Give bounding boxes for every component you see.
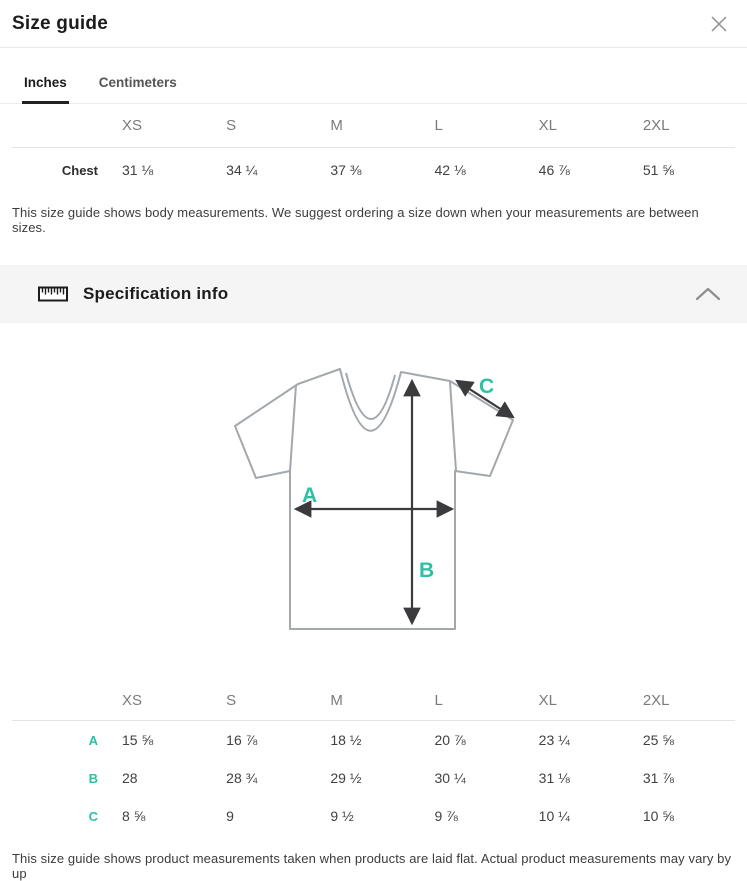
cell-value: 25 ⅝	[642, 732, 674, 748]
tshirt-illustration	[208, 351, 540, 651]
product-measurements-note: This size guide shows product measurements taken when products are laid flat. Actual product measurements may vary by up	[12, 851, 732, 881]
row-label-chest: Chest	[61, 162, 98, 178]
column-header: M	[330, 691, 343, 709]
ruler-icon	[38, 286, 68, 302]
column-header: M	[330, 117, 343, 134]
specification-info-header[interactable]	[0, 265, 747, 323]
modal-header	[0, 0, 747, 48]
diagram-label-b: B	[418, 558, 434, 582]
row-label-a: A	[88, 732, 98, 748]
close-icon	[709, 14, 729, 34]
cell-value: 29 ½	[330, 770, 362, 786]
diagram-label-c: C	[478, 374, 494, 398]
cell-value: 10 ¼	[538, 808, 570, 824]
column-header: XL	[538, 117, 558, 134]
cell-value: 46 ⅞	[538, 162, 570, 178]
cell-value: 37 ⅜	[330, 162, 362, 178]
cell-value: 42 ⅛	[434, 162, 466, 178]
tab-inches[interactable]: Inches	[22, 75, 69, 104]
cell-value: 31 ⅞	[642, 770, 674, 786]
cell-value: 30 ¼	[434, 770, 466, 786]
chevron-up-icon[interactable]	[695, 287, 721, 301]
column-header: 2XL	[642, 117, 670, 134]
column-header: XS	[122, 691, 143, 709]
tab-centimeters[interactable]: Centimeters	[98, 75, 177, 90]
cell-value: 9 ⅞	[434, 808, 458, 824]
column-header: XS	[122, 117, 143, 134]
cell-value: 31 ⅛	[122, 162, 154, 178]
unit-tabs	[0, 75, 747, 104]
cell-value: 20 ⅞	[434, 732, 466, 748]
cell-value: 9	[226, 808, 234, 824]
cell-value: 28	[122, 770, 138, 786]
body-measurements-note: This size guide shows body measurements. We suggest ordering a size down when your measurements are between sizes.	[12, 205, 699, 235]
cell-value: 28 ¾	[226, 770, 258, 786]
table-header-row	[0, 104, 747, 147]
table-row-b	[0, 759, 747, 797]
cell-value: 16 ⅞	[226, 732, 258, 748]
cell-value: 23 ¼	[538, 732, 570, 748]
cell-value: 8 ⅝	[122, 808, 146, 824]
cell-value: 31 ⅛	[538, 770, 570, 786]
cell-value: 10 ⅝	[642, 808, 674, 824]
table-row-c	[0, 797, 747, 835]
page-title: Size guide	[12, 12, 108, 34]
cell-value: 15 ⅝	[122, 732, 154, 748]
specification-info-title: Specification info	[83, 284, 229, 303]
tshirt-diagram	[0, 323, 747, 678]
table-row-a	[0, 721, 747, 759]
column-header: L	[434, 117, 443, 134]
body-measurements-table	[0, 104, 747, 192]
product-measurements-table	[0, 680, 747, 835]
column-header: S	[226, 117, 237, 134]
cell-value: 51 ⅝	[642, 162, 674, 178]
close-button[interactable]	[705, 10, 733, 38]
cell-value: 34 ¼	[226, 162, 258, 178]
column-header: S	[226, 691, 237, 709]
column-header: L	[434, 691, 443, 709]
column-header: 2XL	[642, 691, 670, 709]
table-header-row	[0, 680, 747, 720]
table-row-chest	[0, 148, 747, 192]
column-header: XL	[538, 691, 558, 709]
row-label-b: B	[88, 770, 98, 786]
tshirt-body-outline	[235, 369, 513, 629]
cell-value: 9 ½	[330, 808, 354, 824]
diagram-label-a: A	[301, 483, 317, 507]
cell-value: 18 ½	[330, 732, 362, 748]
row-label-c: C	[88, 808, 98, 824]
